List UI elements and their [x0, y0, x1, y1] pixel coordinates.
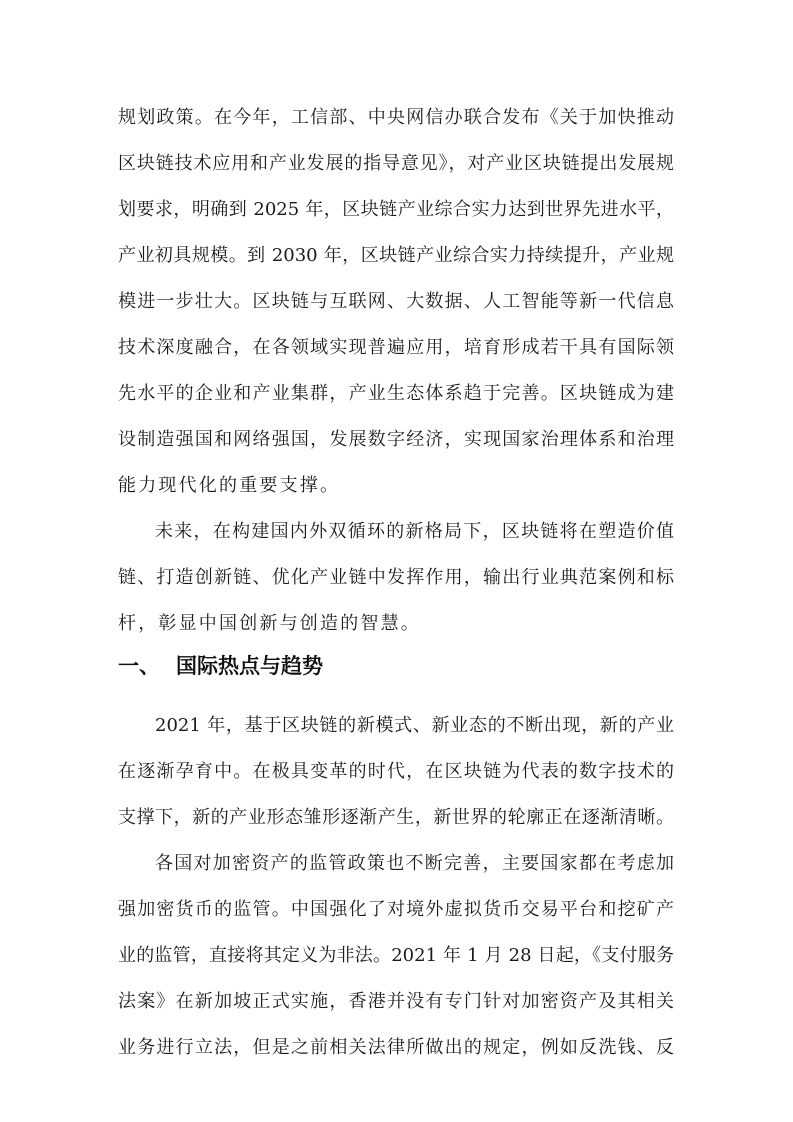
text-line: 业务进行立法，但是之前相关法律所做出的规定，例如反洗钱、反: [118, 1037, 674, 1058]
section-heading: [118, 652, 323, 680]
text-line: 业的监管，直接将其定义为非法。2021 年 1 月 28 日起，《支付服务: [118, 945, 674, 966]
text-line: 法案》在新加坡正式实施，香港并没有专门针对加密资产及其相关: [118, 991, 674, 1012]
text-line: 先水平的企业和产业集群，产业生态体系趋于完善。区块链成为建: [118, 383, 674, 404]
text-line: 设制造强国和网络强国，发展数字经济，实现国家治理体系和治理: [118, 429, 674, 450]
text-line: 规划政策。在今年，工信部、中央网信办联合发布《关于加快推动: [118, 107, 674, 128]
text-line: 各国对加密资产的监管政策也不断完善，主要国家都在考虑加: [155, 853, 674, 874]
text-line: 能力现代化的重要支撑。: [118, 475, 341, 496]
text-line: 支撑下，新的产业形态雏形逐渐产生，新世界的轮廓正在逐渐清晰。: [118, 807, 674, 828]
text-line: 2021 年，基于区块链的新模式、新业态的不断出现，新的产业: [155, 715, 674, 736]
text-line: 技术深度融合，在各领域实现普遍应用，培育形成若干具有国际领: [118, 337, 674, 358]
text-line: 链、打造创新链、优化产业链中发挥作用，输出行业典范案例和标: [118, 567, 674, 588]
text-line: 在逐渐孕育中。在极具变革的时代，在区块链为代表的数字技术的: [118, 761, 674, 782]
text-line: 模进一步壮大。区块链与互联网、大数据、人工智能等新一代信息: [118, 291, 674, 312]
text-line: 划要求，明确到 2025 年，区块链产业综合实力达到世界先进水平，: [118, 199, 674, 220]
text-line: 未来，在构建国内外双循环的新格局下，区块链将在塑造价值: [155, 521, 674, 542]
text-line: 强加密货币的监管。中国强化了对境外虚拟货币交易平台和挖矿产: [118, 899, 674, 920]
section-title: 国际热点与趋势: [176, 654, 323, 678]
text-line: 区块链技术应用和产业发展的指导意见》，对产业区块链提出发展规: [118, 153, 674, 174]
text-line: 产业初具规模。到 2030 年，区块链产业综合实力持续提升，产业规: [118, 245, 674, 266]
section-number: 一、: [118, 654, 160, 678]
text-line: 杆，彰显中国创新与创造的智慧。: [118, 613, 421, 634]
